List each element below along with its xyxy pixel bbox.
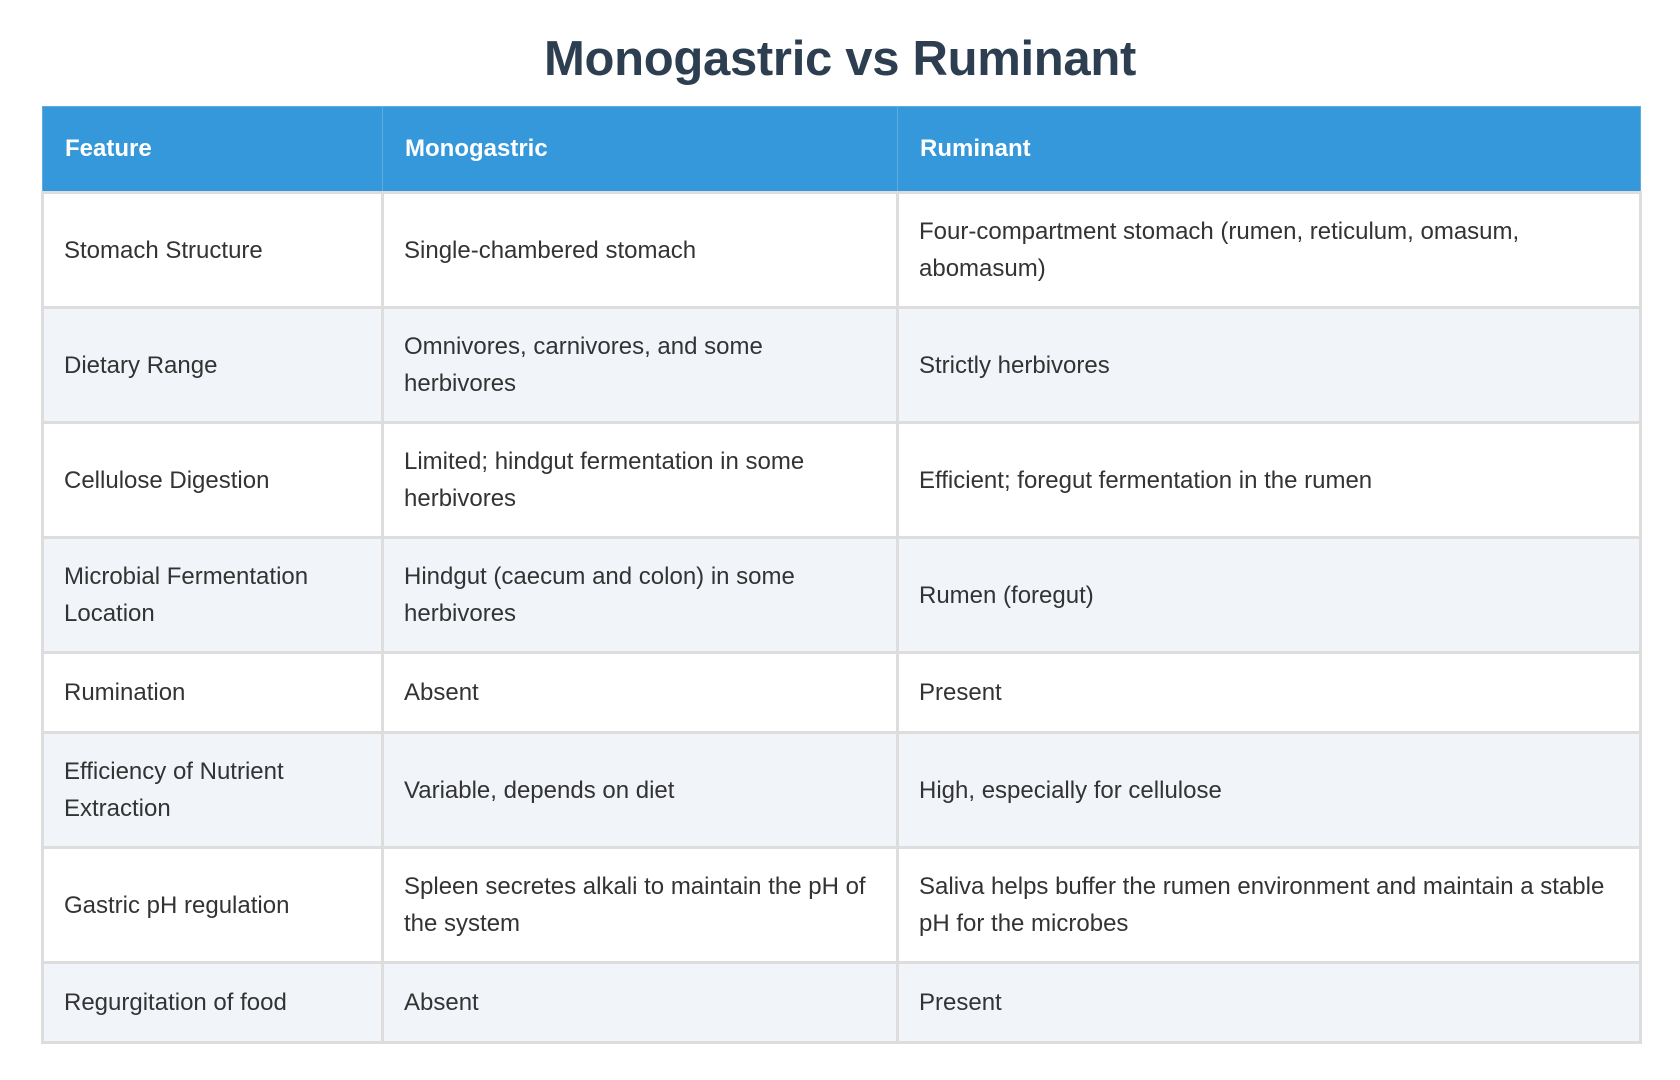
monogastric-cell: Limited; hindgut fermentation in some herbivores — [383, 423, 898, 538]
monogastric-cell: Single-chambered stomach — [383, 193, 898, 308]
comparison-table — [41, 106, 1642, 1044]
table-row — [43, 308, 1641, 423]
table-row — [43, 653, 1641, 733]
ruminant-cell: Four-compartment stomach (rumen, reticulum, omasum, abomasum) — [898, 193, 1641, 308]
monogastric-cell: Absent — [383, 653, 898, 733]
table-row — [43, 963, 1641, 1043]
ruminant-cell: Present — [898, 963, 1641, 1043]
feature-cell: Stomach Structure — [43, 193, 383, 308]
table-row — [43, 733, 1641, 848]
ruminant-cell: Strictly herbivores — [898, 308, 1641, 423]
monogastric-cell: Hindgut (caecum and colon) in some herbivores — [383, 538, 898, 653]
monogastric-cell: Absent — [383, 963, 898, 1043]
feature-cell: Efficiency of Nutrient Extraction — [43, 733, 383, 848]
monogastric-cell: Variable, depends on diet — [383, 733, 898, 848]
column-header-feature: Feature — [43, 107, 383, 193]
table-row — [43, 423, 1641, 538]
table-row — [43, 538, 1641, 653]
feature-cell: Microbial Fermentation Location — [43, 538, 383, 653]
column-header-ruminant: Ruminant — [898, 107, 1641, 193]
feature-cell: Gastric pH regulation — [43, 848, 383, 963]
feature-cell: Regurgitation of food — [43, 963, 383, 1043]
page-title: Monogastric vs Ruminant — [543, 32, 1137, 86]
monogastric-cell: Omnivores, carnivores, and some herbivores — [383, 308, 898, 423]
ruminant-cell: Present — [898, 653, 1641, 733]
table-row — [43, 193, 1641, 308]
feature-cell: Dietary Range — [43, 308, 383, 423]
ruminant-cell: Efficient; foregut fermentation in the rumen — [898, 423, 1641, 538]
feature-cell: Rumination — [43, 653, 383, 733]
ruminant-cell: High, especially for cellulose — [898, 733, 1641, 848]
column-header-monogastric: Monogastric — [383, 107, 898, 193]
table-row — [43, 848, 1641, 963]
feature-cell: Cellulose Digestion — [43, 423, 383, 538]
monogastric-cell: Spleen secretes alkali to maintain the pH of the system — [383, 848, 898, 963]
ruminant-cell: Rumen (foregut) — [898, 538, 1641, 653]
ruminant-cell: Saliva helps buffer the rumen environment and maintain a stable pH for the microbes — [898, 848, 1641, 963]
table-header-row — [43, 107, 1641, 193]
